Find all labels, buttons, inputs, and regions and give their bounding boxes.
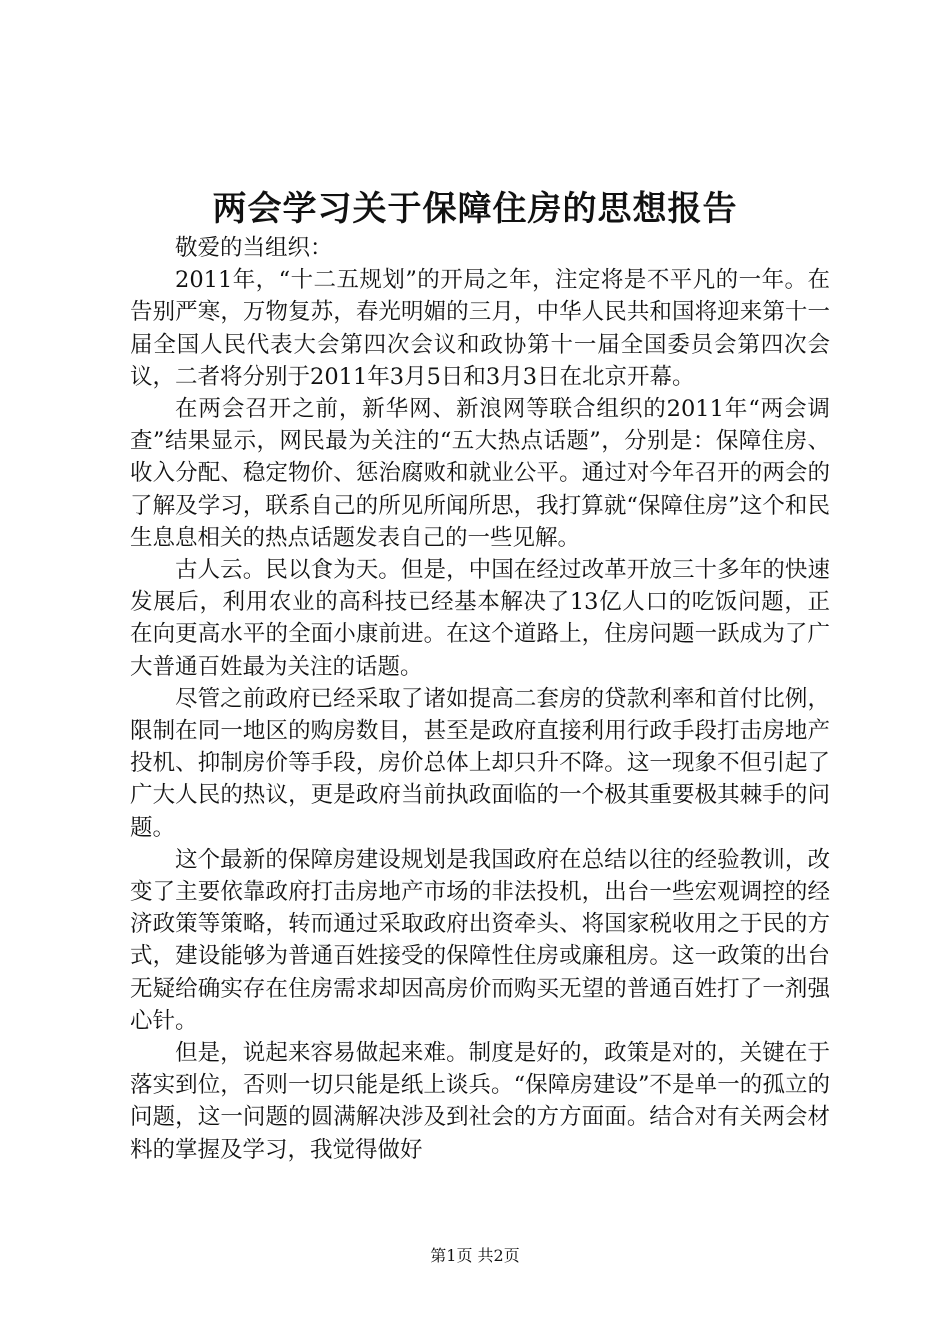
document-body	[130, 232, 830, 1166]
paragraph: 古人云。民以食为天。但是，中国在经过改革开放三十多年的快速发展后，利用农业的高科技已经基本解决了13亿人口的吃饭问题，正在向更高水平的全面小康前进。在这个道路上，住房问题一跃成为了广大普通百姓最为关注的话题。	[130, 557, 830, 680]
page-footer: 第1页 共2页	[430, 1246, 520, 1265]
paragraph: 尽管之前政府已经采取了诸如提高二套房的贷款利率和首付比例，限制在同一地区的购房数目，甚至是政府直接利用行政手段打击房地产投机、抑制房价等手段，房价总体上却只升不降。这一现象不但引起了广大人民的热议，更是政府当前执政面临的一个极其重要极其棘手的问题。	[130, 685, 830, 841]
paragraph: 这个最新的保障房建设规划是我国政府在总结以往的经验教训，改变了主要依靠政府打击房地产市场的非法投机，出台一些宏观调控的经济政策等策略，转而通过采取政府出资牵头、将国家税收用之于民的方式，建设能够为普通百姓接受的保障性住房或廉租房。这一政策的出台无疑给确实存在住房需求却因高房价而购买无望的普通百姓打了一剂强心针。	[130, 846, 830, 1034]
paragraph: 在两会召开之前，新华网、新浪网等联合组织的2011年“两会调查”结果显示，网民最为关注的“五大热点话题”，分别是：保障住房、收入分配、稳定物价、惩治腐败和就业公平。通过对今年召开的两会的了解及学习，联系自己的所见所闻所思，我打算就“保障住房”这个和民生息息相关的热点话题发表自己的一些见解。	[130, 396, 830, 551]
salutation: 敬爱的当组织：	[175, 235, 333, 261]
paragraph: 2011年，“十二五规划”的开局之年，注定将是不平凡的一年。在告别严寒，万物复苏，春光明媚的三月，中华人民共和国将迎来第十一届全国人民代表大会第四次会议和政协第十一届全国委员会第四次会议，二者将分别于2011年3月5日和3月3日在北京开幕。	[130, 267, 830, 390]
paragraph: 但是，说起来容易做起来难。制度是好的，政策是对的，关键在于落实到位，否则一切只能是纸上谈兵。“保障房建设”不是单一的孤立的问题，这一问题的圆满解决涉及到社会的方方面面。结合对有关两会材料的掌握及学习，我觉得做好	[130, 1040, 830, 1163]
document-title: 两会学习关于保障住房的思想报告	[212, 189, 738, 229]
